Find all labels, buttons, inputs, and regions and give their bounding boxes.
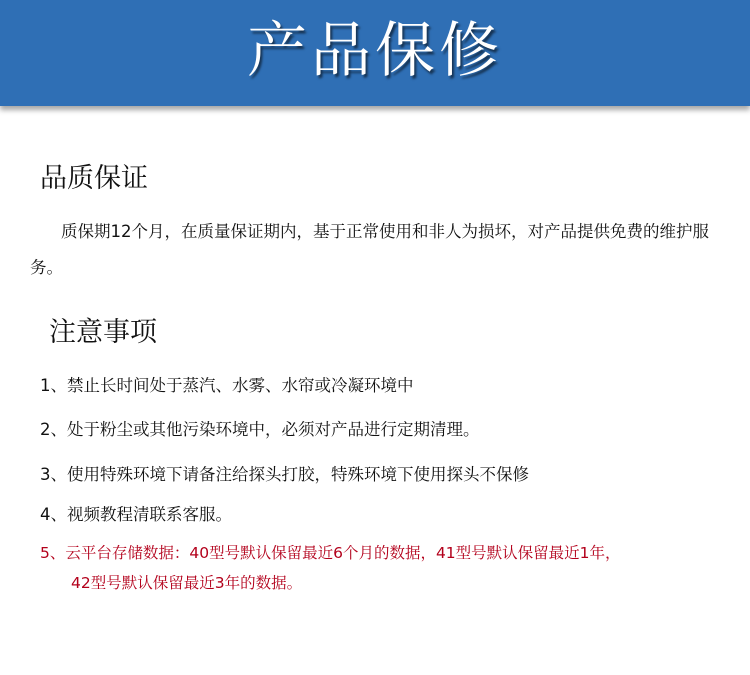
quality-heading: 品质保证 bbox=[40, 163, 148, 194]
note-item: 3、使用特殊环境下请备注给探头打胶，特殊环境下使用探头不保修 bbox=[40, 465, 529, 484]
page-title: 产品保修 bbox=[247, 16, 503, 86]
note-item: 2、处于粉尘或其他污染环境中，必须对产品进行定期清理。 bbox=[40, 420, 480, 439]
note-item: 4、视频教程清联系客服。 bbox=[40, 505, 232, 524]
quality-paragraph-text: 质保期12个月，在质量保证期内，基于正常使用和非人为损坏，对产品提供免费的维护服务。 bbox=[30, 222, 709, 277]
note-item: 1、禁止长时间处于蒸汽、水雾、水帘或冷凝环境中 bbox=[40, 376, 414, 395]
quality-paragraph bbox=[30, 214, 730, 286]
notes-heading: 注意事项 bbox=[49, 317, 157, 348]
note-item-storage-continued: 42型号默认保留最近3年的数据。 bbox=[71, 574, 303, 592]
header-banner bbox=[0, 0, 750, 106]
note-item-storage: 5、云平台存储数据：40型号默认保留最近6个月的数据，41型号默认保留最近1年， bbox=[40, 544, 621, 562]
